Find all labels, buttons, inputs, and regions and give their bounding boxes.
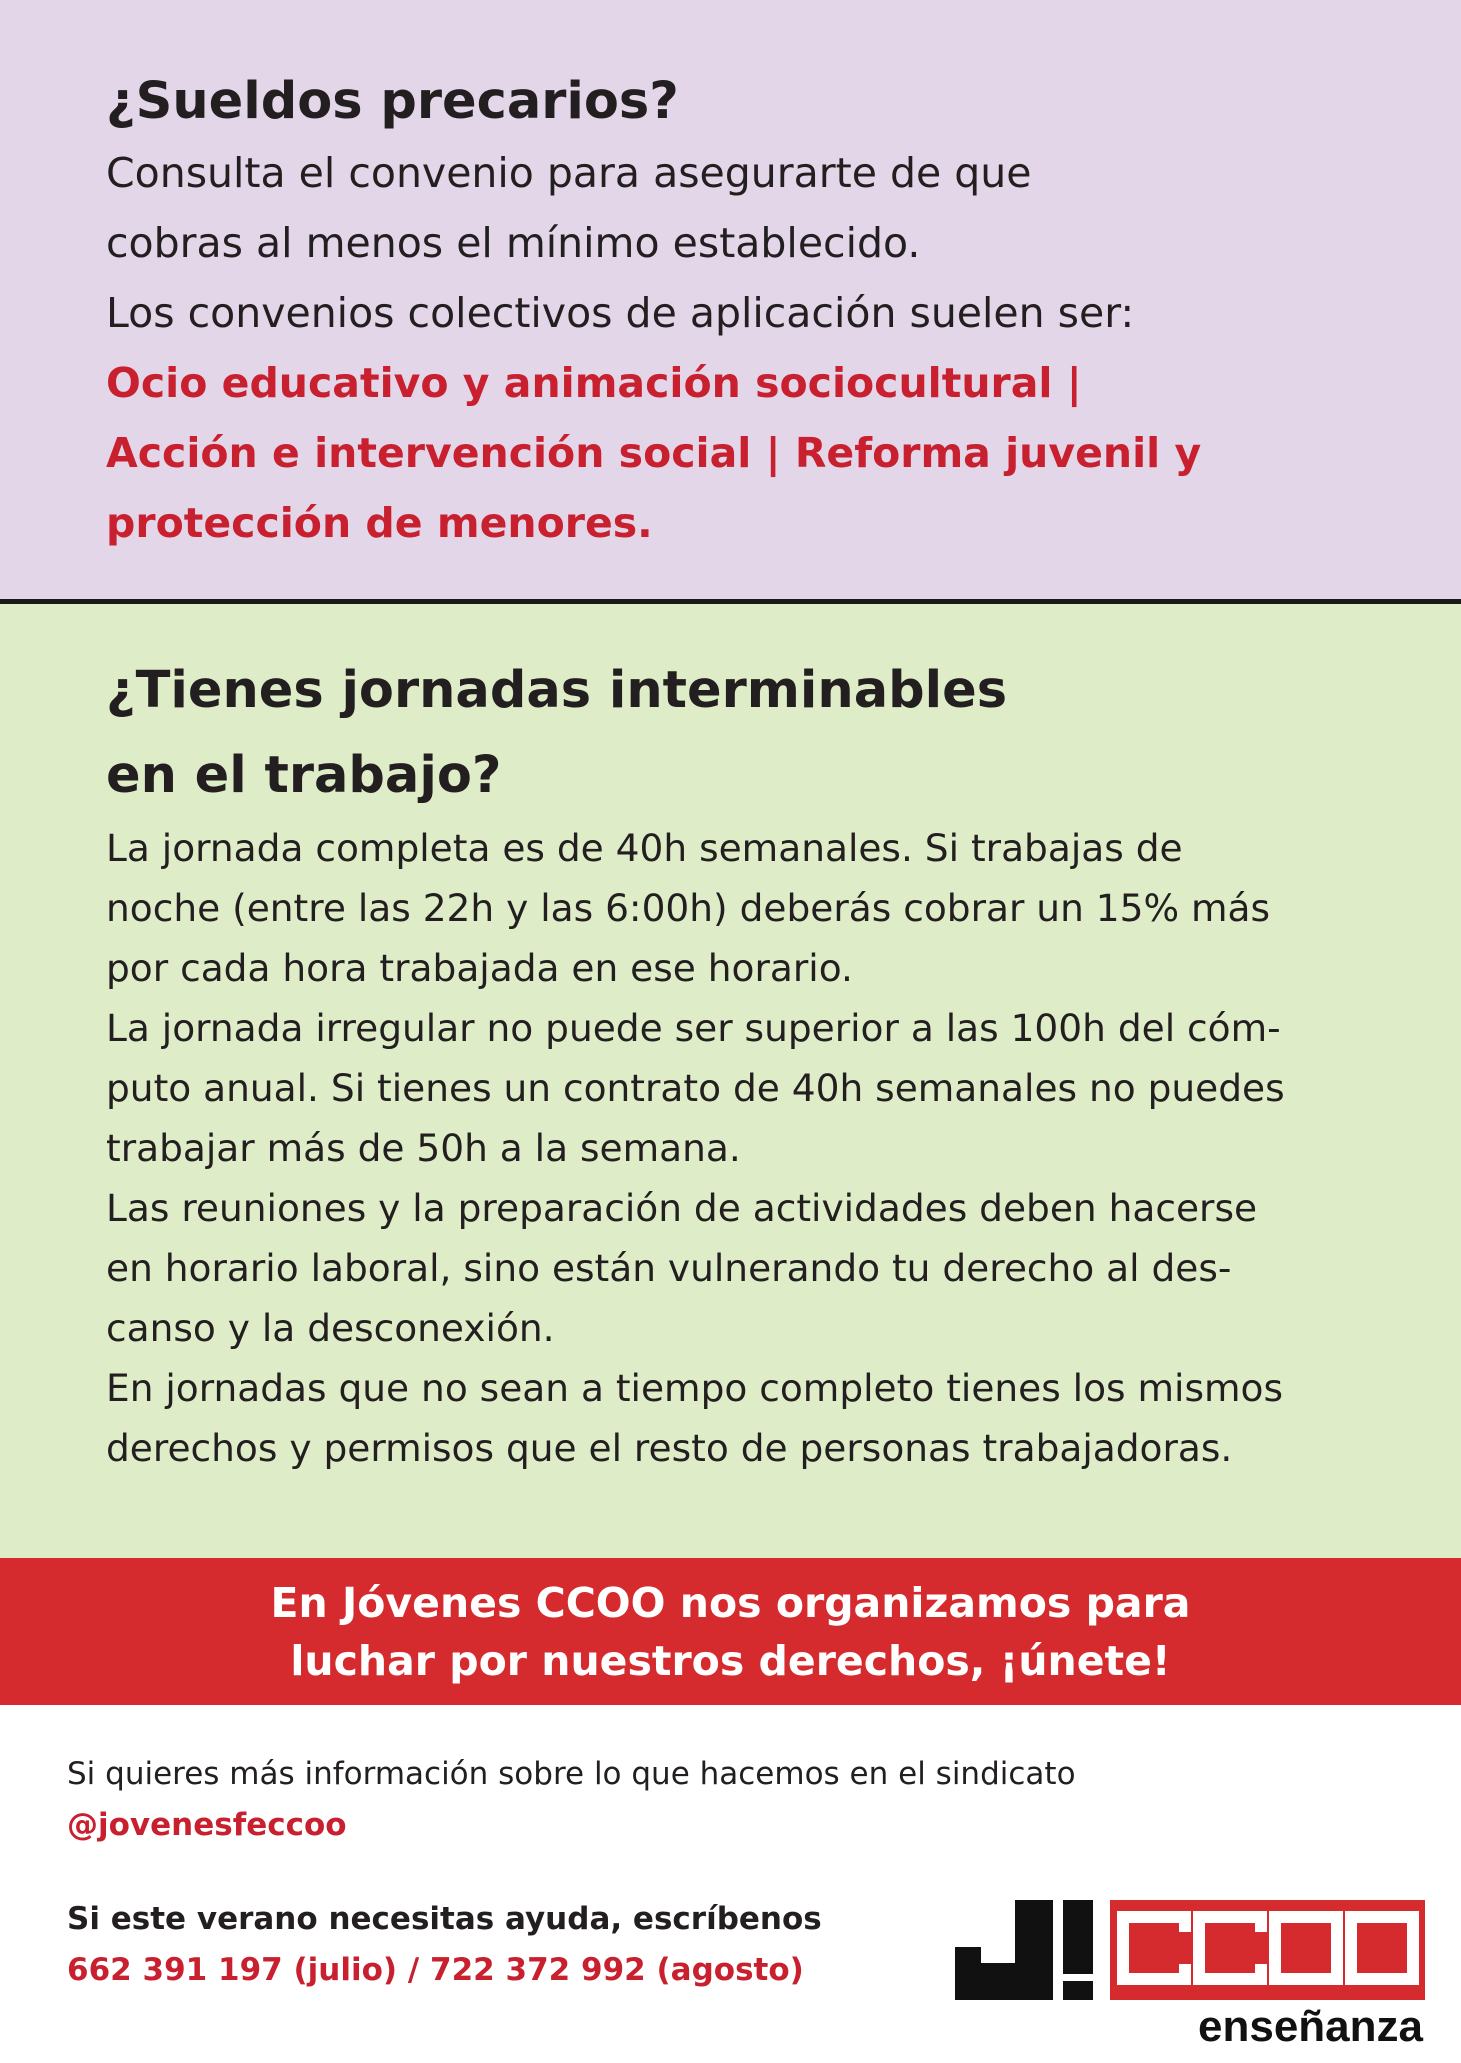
hours-line: canso y la desconexión. <box>106 1306 555 1350</box>
hours-line: en horario laboral, sino están vulnerando tu derecho al des- <box>106 1246 1232 1290</box>
agreements-line: Ocio educativo y animación sociocultural | <box>106 359 1082 407</box>
section-salaries <box>0 0 1461 604</box>
hours-line: puto anual. Si tienes un contrato de 40h semanales no puedes <box>106 1066 1285 1110</box>
salaries-body <box>106 138 1201 558</box>
hours-line: por cada hora trabajada en ese horario. <box>106 946 853 990</box>
ccoo-logo-icon <box>955 1895 1425 2045</box>
hours-heading-line2: en el trabajo? <box>106 746 502 805</box>
ccoo-ensenanza-logo <box>955 1895 1425 2045</box>
hours-line: derechos y permisos que el resto de personas trabajadoras. <box>106 1426 1233 1470</box>
banner-line: En Jóvenes CCOO nos organizamos para <box>270 1578 1191 1627</box>
hours-line: En jornadas que no sean a tiempo completo tienes los mismos <box>106 1366 1284 1410</box>
salaries-line: Los convenios colectivos de aplicación suelen ser: <box>106 289 1135 337</box>
help-text: Si este verano necesitas ayuda, escríbenos <box>67 1901 822 1937</box>
hours-line: noche (entre las 22h y las 6:00h) deberás cobrar un 15% más <box>106 886 1271 930</box>
logo-wordmark: enseñanza <box>1198 2002 1423 2045</box>
phone-numbers[interactable]: 662 391 197 (julio) / 722 372 992 (agosto) <box>67 1952 804 1988</box>
agreements-line: Acción e intervención social | Reforma juvenil y <box>106 429 1202 477</box>
join-banner <box>0 1558 1461 1705</box>
hours-heading-line1: ¿Tienes jornadas interminables <box>106 661 1008 720</box>
hours-line: Las reuniones y la preparación de actividades deben hacerse <box>106 1186 1258 1230</box>
hours-body <box>106 818 1285 1478</box>
agreements-line: protección de menores. <box>106 499 653 547</box>
social-handle-link[interactable]: @jovenesfeccoo <box>67 1807 347 1843</box>
salaries-line: cobras al menos el mínimo establecido. <box>106 219 921 267</box>
info-text: Si quieres más información sobre lo que hacemos en el sindicato <box>67 1756 1076 1792</box>
salaries-heading: ¿Sueldos precarios? <box>106 72 679 131</box>
hours-line: trabajar más de 50h a la semana. <box>106 1126 741 1170</box>
hours-line: La jornada completa es de 40h semanales. Si trabajas de <box>106 826 1183 870</box>
salaries-line: Consulta el convenio para asegurarte de que <box>106 149 1032 197</box>
banner-line: luchar por nuestros derechos, ¡únete! <box>290 1636 1171 1685</box>
hours-line: La jornada irregular no puede ser superior a las 100h del cóm- <box>106 1006 1281 1050</box>
